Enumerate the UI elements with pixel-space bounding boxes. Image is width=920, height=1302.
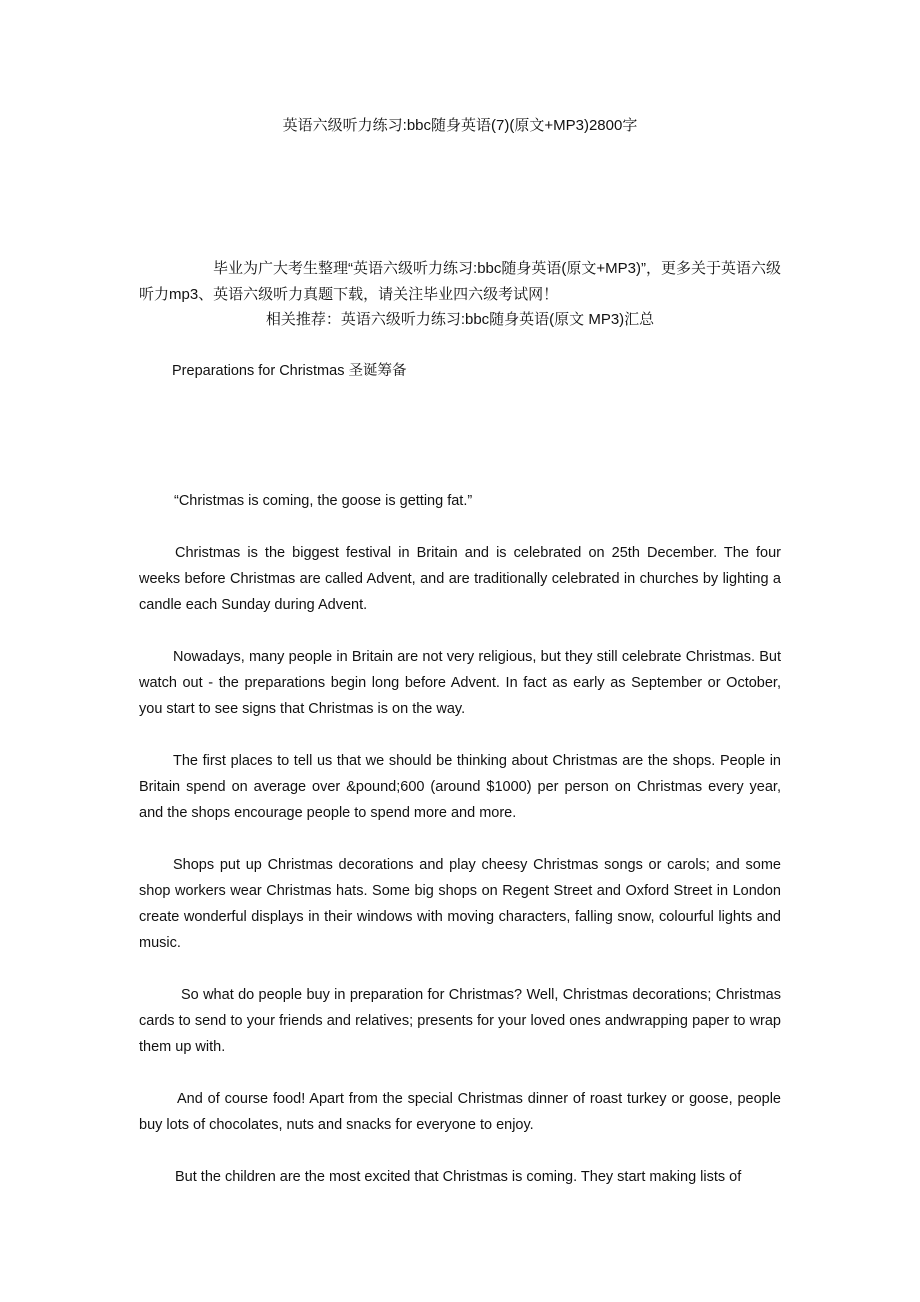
intro-paragraph: 毕业为广大考生整理“英语六级听力练习:bbc随身英语(原文+MP3)”，更多关于英语六级听力mp3、英语六级听力真题下载，请关注毕业四六级考试网！	[139, 260, 781, 303]
body-paragraph: But the children are the most excited that Christmas is coming. They start making lists of	[175, 1169, 742, 1185]
body-paragraph: Shops put up Christmas decorations and play cheesy Christmas songs or carols; and some shop workers wear Christmas hats. Some big shops on Regent Street and Oxford Street in London create wonderful displays in their windows with moving characters, falling snow, colourful lights and music.	[139, 857, 781, 951]
body-paragraph: The first places to tell us that we should be thinking about Christmas are the shops. People in Britain spend on average over &pound;600 (around $1000) per person on Christmas every year, and the shops encourage people to spend more and more.	[139, 753, 781, 821]
body-paragraph: Nowadays, many people in Britain are not very religious, but they still celebrate Christmas. But watch out - the preparations begin long before Advent. In fact as early as September or October, you start to see signs that Christmas is on the way.	[139, 649, 781, 717]
opening-quote: “Christmas is coming, the goose is getting fat.”	[174, 493, 473, 509]
related-recommendation: 相关推荐：英语六级听力练习:bbc随身英语(原文 MP3)汇总	[265, 311, 655, 328]
body-paragraph: And of course food! Apart from the special Christmas dinner of roast turkey or goose, people buy lots of chocolates, nuts and snacks for everyone to enjoy.	[139, 1091, 781, 1133]
document-title: 英语六级听力练习:bbc随身英语(7)(原文+MP3)2800字	[282, 117, 638, 134]
section-heading: Preparations for Christmas 圣诞筹备	[172, 363, 407, 379]
body-paragraph: Christmas is the biggest festival in Britain and is celebrated on 25th December. The four weeks before Christmas are called Advent, and are traditionally celebrated in churches by lighting a candle each Sunday during Advent.	[139, 545, 781, 613]
body-paragraph: So what do people buy in preparation for Christmas? Well, Christmas decorations; Christmas cards to send to your friends and relatives; presents for your loved ones andwrapping paper to wrap them up with.	[139, 987, 781, 1055]
